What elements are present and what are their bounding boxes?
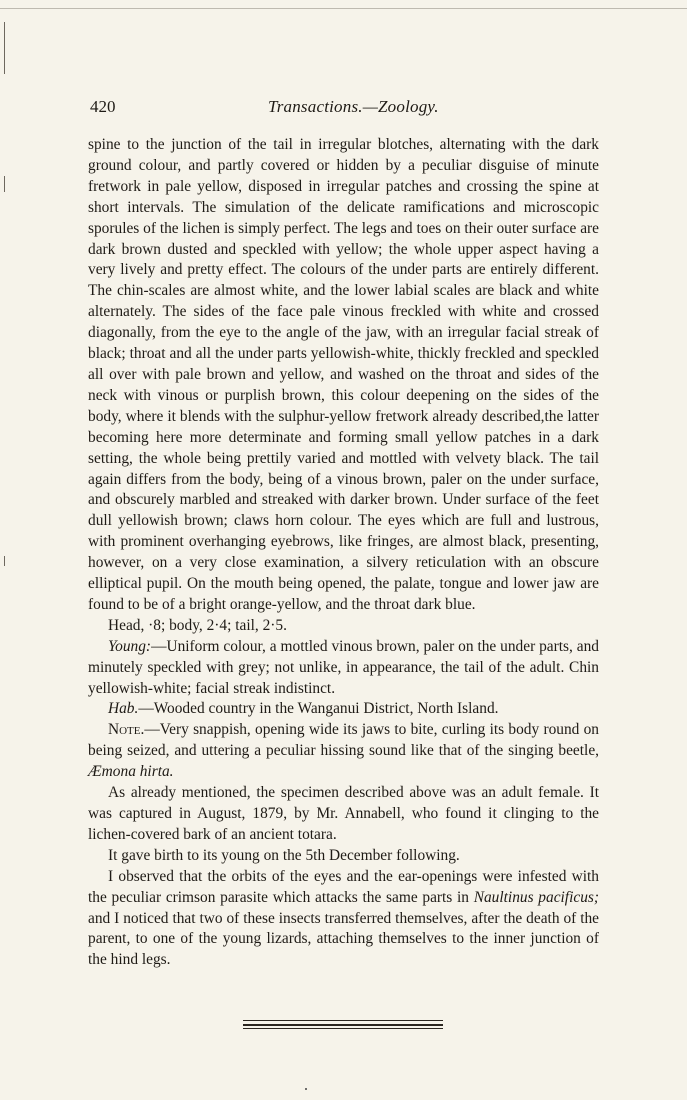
page-number: 420 [90, 97, 116, 116]
paragraph-birth: It gave birth to its young on the 5th December following. [108, 846, 460, 864]
paragraph-measurements: Head, ·8; body, 2·4; tail, 2·5. [108, 616, 287, 634]
body-text [88, 135, 599, 971]
margin-mark [4, 556, 5, 566]
paragraph-parasite [88, 867, 599, 972]
paragraph-specimen: As already mentioned, the specimen described above was an adult female. It was captured in August, 1879, by Mr. Annabell, who found it clinging to the lichen-covered bark of an ancient totara. [88, 784, 599, 843]
young-text: —Uniform colour, a mottled vinous brown, paler on the under parts, and minutely speckled with grey; not unlike, in appearance, the tail of the adult. Chin yellowish-white; facial streak indistinct. [88, 637, 599, 697]
margin-mark [4, 176, 5, 192]
parasite-species: Naultinus pacificus; [473, 888, 599, 906]
young-label: Young: [108, 637, 152, 655]
printer-dot [305, 1088, 307, 1090]
paragraph-note [88, 720, 599, 783]
parasite-text-a: I observed that the orbits of the eyes and the ear-openings were infested with the peculiar crimson parasite which attacks the same parts in [88, 867, 599, 906]
note-label: Note. [108, 721, 145, 739]
paragraph-young [88, 637, 599, 700]
note-species: Æmona hirta. [88, 763, 174, 781]
note-text: —Very snappish, opening wide its jaws to bite, curling its body round on being seized, and uttering a peculiar hissing sound like that of the singing beetle, [88, 721, 599, 760]
habitat-label: Hab. [108, 700, 139, 718]
paragraph-description: spine to the junction of the tail in irregular blotches, alternating with the dark ground colour, and partly covered or hidden by a peculiar disguise of minute fretwork in pale yellow, disposed in irregular patches and crossing the spine at short intervals. The simulation of the delicate ramifications and microscopic sporules of the lichen is simply perfect. The legs and toes on their outer surface are dark brown dusted and speckled with yellow; the whole upper aspect having a very lively and pretty effect. The colours of the under parts are entirely different. The chin-scales are almost white, and the lower labial scales are black and white alternately. The sides of the face pale vinous freckled with white and crossed diagonally, from the eye to the angle of the jaw, with an irregular facial streak of black; throat and all the under parts yellowish-white, thickly freckled and speckled all over with pale brown and yellow, and washed on the throat and sides of the neck with vinous or purplish brown, this colour deepening on the sides of the body, where it blends with the sulphur-yellow fretwork already described,the latter becoming here more determinate and forming small yellow patches in a dark setting, the whole being prettily varied and mottled with velvety black. The tail again differs from the body, being of a vinous brown, paler on the under surface, and obscurely marbled and streaked with darker brown. Under surface of the feet dull yellowish brown; claws horn colour. The eyes which are full and lustrous, with prominent overhanging eyebrows, like fringes, are almost black, presenting, however, on a very close examination, a silvery reticulation with an obscure elliptical pupil. On the mouth being opened, the palate, tongue and lower jaw are found to be of a bright orange-yellow, and the throat dark blue. [88, 136, 599, 613]
closing-rule [243, 1024, 443, 1026]
closing-rule [243, 1028, 443, 1029]
page-header [0, 97, 687, 119]
top-border-line [0, 8, 687, 9]
parasite-text-b: and I noticed that two of these insects transferred themselves, after the death of the parent, to one of the young lizards, attaching themselves to the inner junction of the hind legs. [88, 909, 599, 969]
habitat-text: —Wooded country in the Wanganui District, North Island. [138, 700, 499, 718]
running-head: Transactions.—Zoology. [268, 97, 439, 116]
paragraph-habitat [88, 699, 599, 720]
closing-rule [243, 1020, 443, 1021]
margin-mark [4, 22, 5, 74]
